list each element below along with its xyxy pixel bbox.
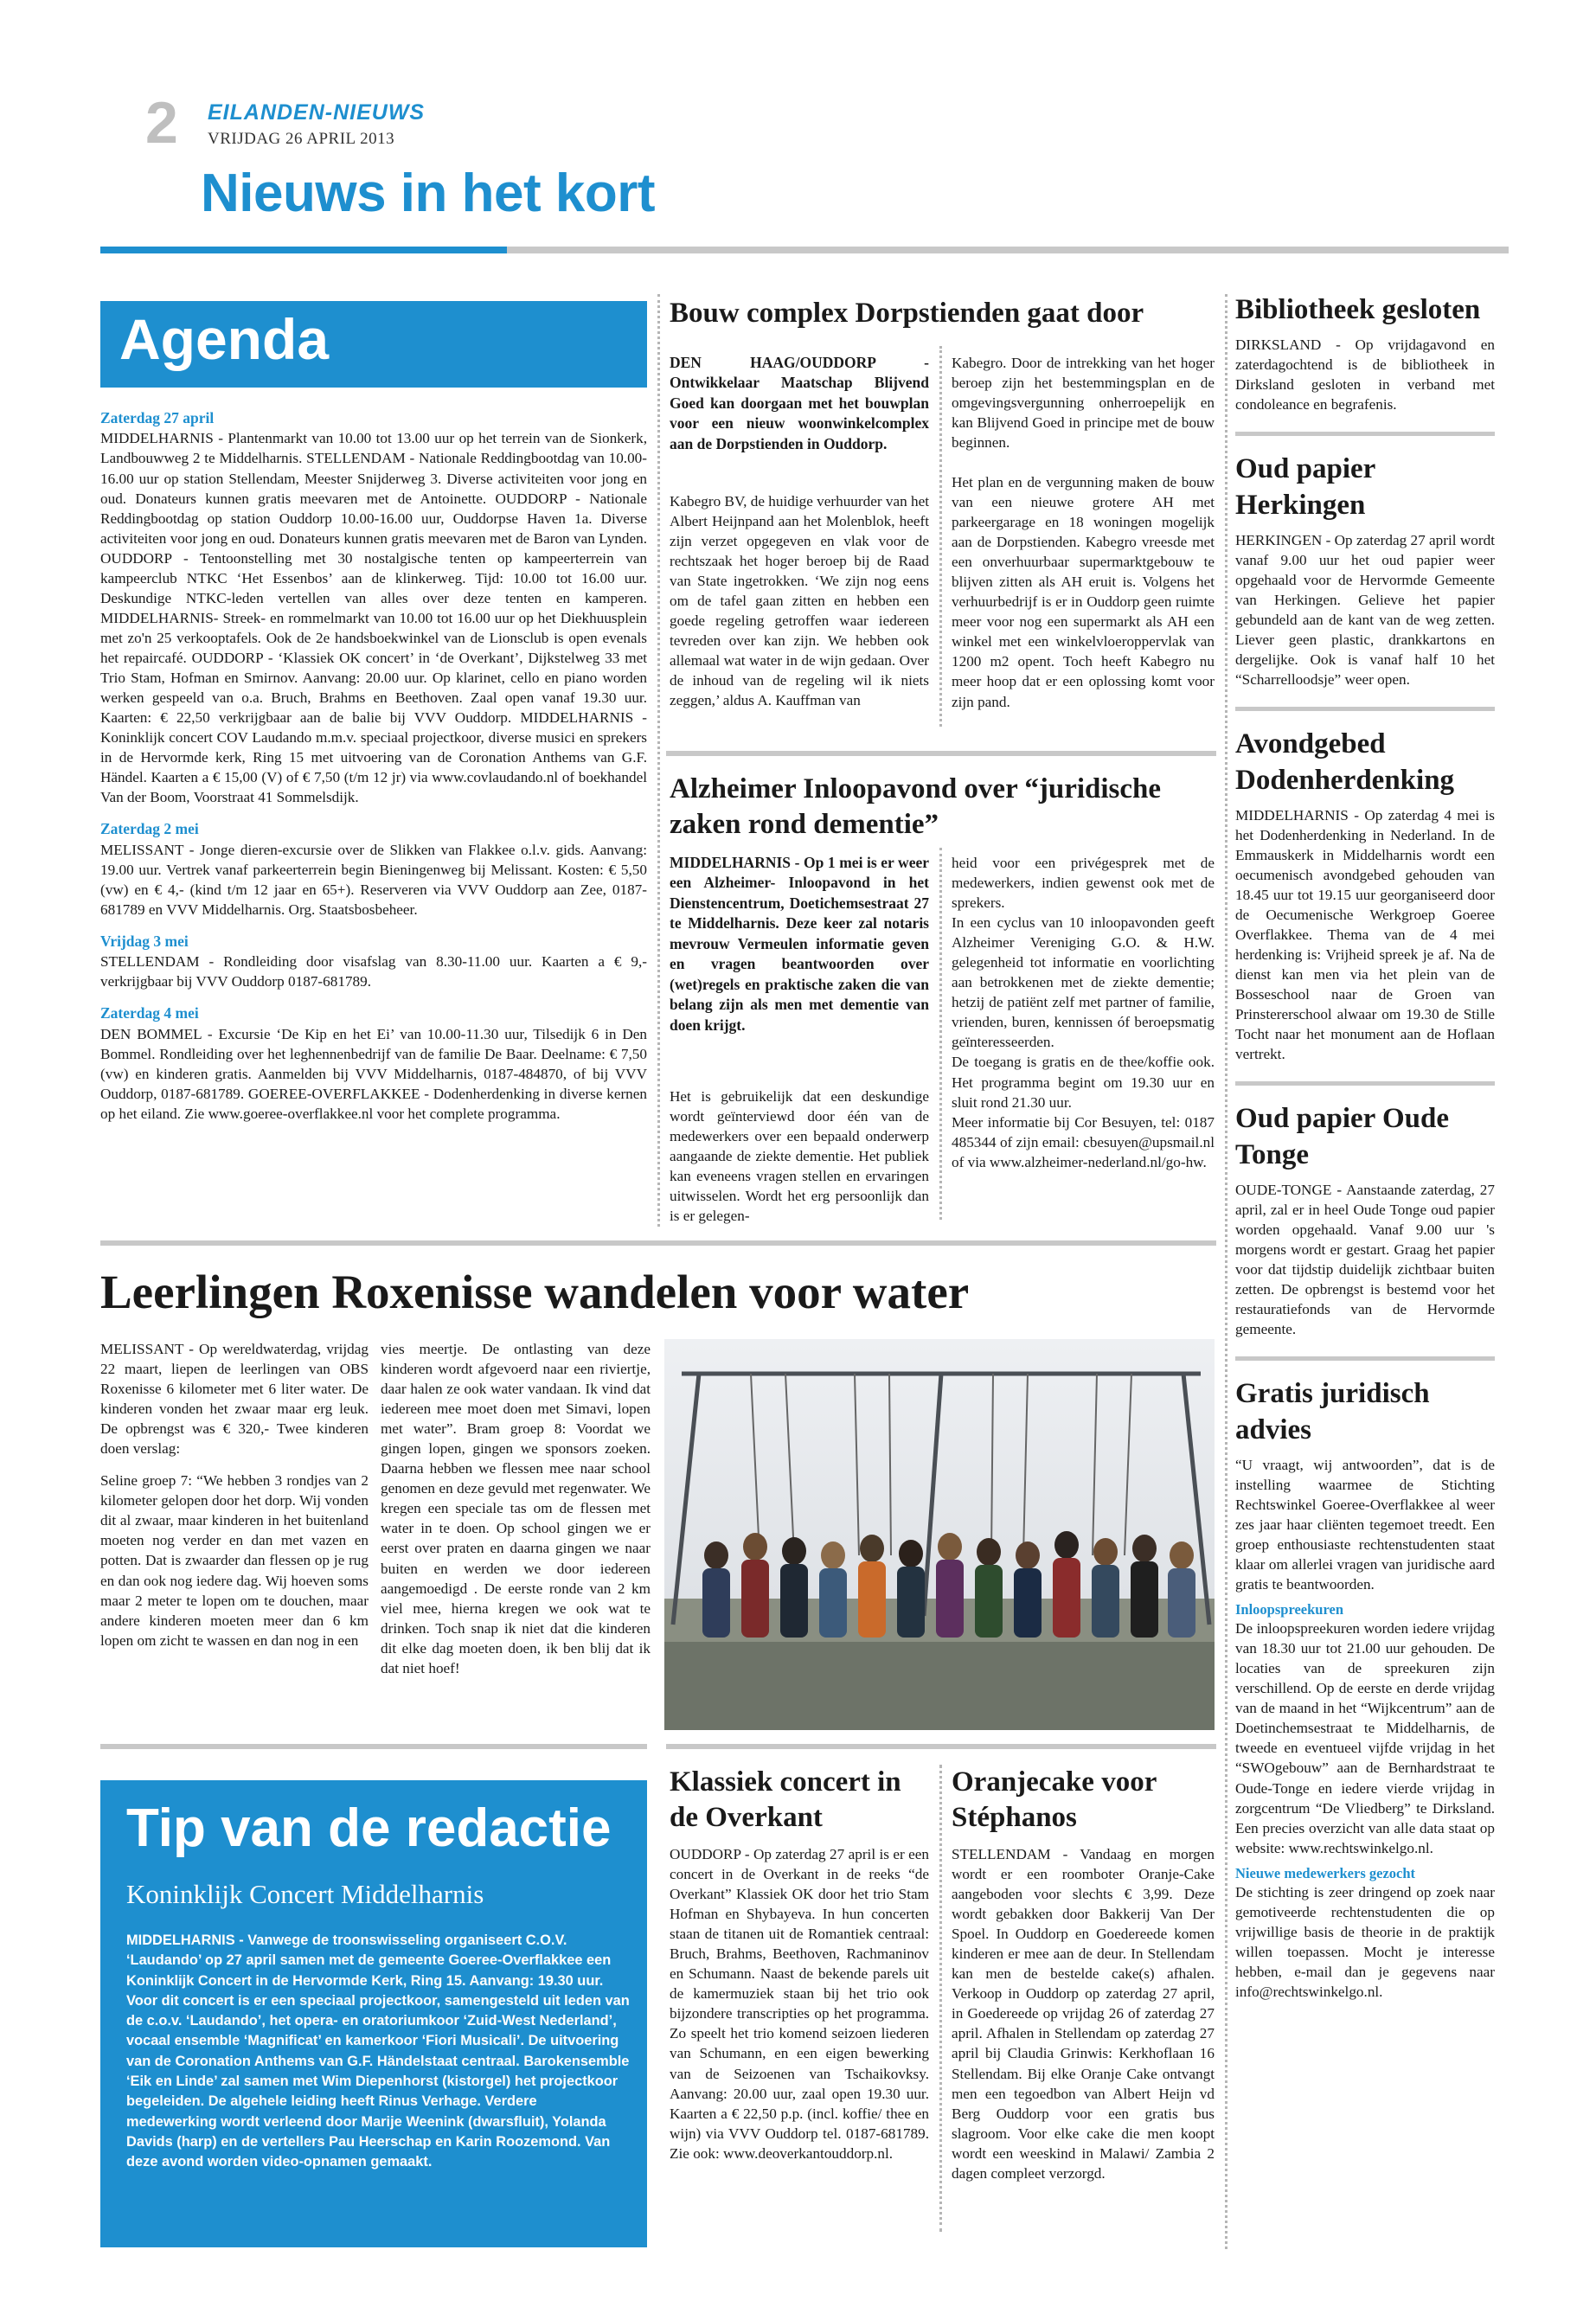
photo-illustration: [664, 1339, 1215, 1730]
sidebar-headline: Oud papier Herkingen: [1235, 453, 1375, 521]
section-rule: [666, 1744, 1216, 1749]
bouw-lead: DEN HAAG/OUDDORP - Ontwikkelaar Maatschap Blijvend Goed kan doorgaan met het bouwplan voor een nieuw woonwinkelcomplex aan de Dorpstienden in Ouddorp.: [670, 354, 929, 452]
alzheimer-headline: Alzheimer Inloopavond over “juridische zaken rond dementie”: [670, 773, 1162, 841]
page-number: 2: [145, 90, 178, 156]
alzheimer-body-col2: [952, 853, 1215, 1172]
oranje-headline: Oranjecake voor Stéphanos: [952, 1766, 1157, 1834]
bouw-body-col2b: Het plan en de vergunning maken de bouw van een nieuwe grotere AH met parkeergarage en 18 woningen mogelijk aan de Dorpstienden. Kabegro vreesde met een onverhuurbaar supermarktgebouw te blijven zitten als AH eruit is. Volgens het verhuurbedrijf is er in Ouddorp geen ruimte meer voor nog een supermarkt als AH een winkel met een winkelvloeroppervlak van 1200 m2 opent. Toch heeft Kabegro nu meer hoop dat er een oplossing komt voor zijn pand.: [952, 474, 1215, 710]
agenda-day: [100, 1003, 647, 1124]
sidebar-subhead: Nieuwe medewerkers gezocht: [1235, 1864, 1416, 1881]
klassiek-headline: Klassiek concert in de Overkant: [670, 1766, 901, 1834]
roxenisse-headline: Leerlingen Roxenisse wandelen voor water: [100, 1266, 970, 1318]
bouw-body-col2a: Kabegro. Door de intrekking van het hoger beroep zijn het bestemmingsplan en de omgevingsvergunning onherroepelijk en kan Blijvend Goed in principe met de bouw beginnen.: [952, 355, 1215, 452]
sidebar-headline: Bibliotheek gesloten: [1235, 294, 1481, 325]
section-rule: [1235, 1081, 1495, 1086]
tip-subtitle: Koninklijk Concert Middelharnis: [126, 1879, 484, 1909]
section-rule: [1235, 1356, 1495, 1361]
bouw-headline: Bouw complex Dorpstienden gaat door: [670, 298, 1144, 329]
sidebar-headline: Avondgebed Dodenherdenking: [1235, 728, 1455, 796]
sidebar: [1235, 292, 1495, 2002]
tip-text: MIDDELHARNIS - Vanwege de troonswisseling organiseert C.O.V. ‘Laudando’ op 27 april samen met de gemeente Goeree-Overflakkee een Koninklijk Concert in de Hervormde Kerk, Ring 15. Aanvang: 19.30 uur. Voor dit concert is er een speciaal projectkoor, samengesteld uit leden van de c.o.v. ‘Laudando’, het opera- en oratoriumkoor ‘Zuid-West Nederland’, vocaal ensemble ‘Magnificat’ en kamerkoor ‘Fiori Musicali’. De uitvoering van de Coronation Anthems van G.F. Händelstaat centraal. Barokensemble ‘Eik en Linde’ zal samen met Wim Diepenhorst (kistorgel) het projectkoor begeleiden. De algehele leiding heeft Rinus Verhage. Verdere medewerking wordt verleend door Marije Weenink (dwarsfluit), Yolanda Davids (harp) en de vertellers Pau Heerschap en Karin Roozemond. Van deze avond worden video-opnamen gemaakt.: [126, 1932, 630, 2170]
agenda-text: DEN BOMMEL - Excursie ‘De Kip en het Ei’ van 10.00-11.30 uur, Tilsedijk 6 in Den Bommel. Rondleiding over het leghennenbedrijf van de familie De Baar. Deelname: € 7,50 (vw) en kinderen gratis. Aanmelden bij VVV Middelharnis, 0187-484870, of bij VVV Ouddorp, 0187-681789. GOEREE-OVERFLAKKEE - Dodenherdenking in diverse kernen op het eiland. Zie www.goeree-overflakkee.nl voor het complete programma.: [100, 1025, 647, 1123]
alzheimer-p3: De toegang is gratis en de thee/koffie ook. Het programma begint om 19.30 uur en sluit rond 21.30 uur.: [952, 1054, 1215, 1111]
agenda-date: Zaterdag 27 april: [100, 409, 215, 426]
sidebar-headline: Oud papier Oude Tonge: [1235, 1103, 1449, 1170]
section-rule: [1235, 707, 1495, 711]
bouw-body-col1: Kabegro BV, de huidige verhuurder van het Albert Heijnpand aan het Molenblok, heeft zijn verzet opgegeven en vlak voor de rechtszaak het hoger beroep bij de Raad van State ingetrokken. ‘We zijn nog eens om de tafel gaan zitten en hebben een goede regeling getroffen waar iedereen tevreden over kan zijn. We hebben ook allemaal wat water in de wijn gedaan. Over de inhoud van de regeling wil ik niets zeggen,’ aldus A. Kauffman van: [670, 493, 929, 709]
header-rule-accent: [100, 247, 507, 253]
column-divider: [939, 1765, 942, 2232]
sidebar-text: “U vraagt, wij antwoorden”, dat is de instelling waarmee de Stichting Rechtswinkel Goeree-Overflakkee al weer zes jaar haar cliënten tegemoet treedt. Een groep enthousiaste rechtenstudenten staat klaar om allerlei vragen van juridische aard gratis te beantwoorden.: [1235, 1456, 1495, 1593]
agenda-list: [100, 408, 647, 1124]
sidebar-text: De inloopspreekuren worden iedere vrijdag van 18.30 uur tot 21.00 uur gehouden. De locaties van de spreekuren zijn verschillend. Op de eerste en derde vrijdag van de maand in het “Wijkcentrum” aan de Doetinchemsestraat te Middelharnis, de tweede en eventueel vijfde vrijdag in het “SWOgebouw” aan de Bernhardstraat te Oude-Tonge en iedere vierde vrijdag in zorgcentrum “De Vliedberg” te Dirksland. Een precies overzicht van alle data staat op website: www.rechtswinkelgo.nl.: [1235, 1620, 1495, 1856]
agenda-date: Zaterdag 4 mei: [100, 1004, 199, 1022]
section-rule: [666, 751, 1216, 756]
roxenisse-body-col1: [100, 1339, 369, 1650]
agenda-day: [100, 932, 647, 992]
sidebar-text: OUDE-TONGE - Aanstaande zaterdag, 27 april, zal er in heel Oude Tonge oud papier worden opgehaald. Vanaf 9.00 uur 's morgens wordt er gestart. Graag het papier voor dat tijdstip duidelijk zichtbaar buiten zetten. De opbrengst is bestemd voor het restauratiefonds van de Hervormde gemeente.: [1235, 1181, 1495, 1338]
header-rule: [507, 247, 1509, 253]
agenda-day: [100, 819, 647, 920]
alzheimer-p4: Meer informatie bij Cor Besuyen, tel: 0187 485344 of zijn email: cbesuyen@upsmail.nl of via www.alzheimer-nederland.nl/go-hw.: [952, 1113, 1215, 1170]
section-rule: [100, 1240, 1216, 1246]
section-rule: [1235, 432, 1495, 436]
sidebar-text: MIDDELHARNIS - Op zaterdag 4 mei is het Dodenherdenking in Nederland. In de Emmauskerk in Middelharnis wordt een oecumenisch avondgebed gehouden van 18.45 uur tot 19.15 uur georganiseerd door de Oecumenische Werkgroep Goeree Overflakkee. Thema van de 4 mei herdenking is: Vrijheid spreek je af. Na de dienst kan men via het plein van de Bosseschool naar de Groen van Prinstererschool alwaar om 19.30 de Stille Tocht naar het monument aan de Hoflaan vertrekt.: [1235, 806, 1495, 1063]
sidebar-text: De stichting is zeer dringend op zoek naar gemotiveerde rechtenstudenten die op vrijwillige basis de theorie in de praktijk willen toepassen. Mocht je interesse hebben, e-mail dan je gegevens naar info@rechtswinkelgo.nl.: [1235, 1883, 1495, 2000]
column-divider: [939, 848, 942, 1220]
oranje-text: STELLENDAM - Vandaag en morgen wordt er een roomboter Oranje-Cake aangeboden voor slechts € 3,99. Deze wordt gebakken door Bakkerij Van Der Spoel. In Ouddorp en Goedereede komen kinderen er mee aan de deur. In Stellendam kan men de bestelde cake(s) afhalen. Verkoop in Ouddorp op zaterdag 27 april, in Goedereede op vrijdag 26 of zaterdag 27 april. Afhalen in Stellendam op zaterdag 27 april bij Claudia Grinwis: Kerkhoflaan 16 Stellendam. Bij elke Oranje Cake ontvangt men een tegoedbon van Albert Heijn vd Berg Ouddorp voor een gratis bus slagroom. Voor elke cake die men koopt wordt een weeskind in Malawi/ Zambia 2 dagen compleet verzorgd.: [952, 1846, 1215, 2182]
column-divider: [939, 346, 942, 727]
alzheimer-p2: In een cyclus van 10 inloopavonden geeft Alzheimer Vereniging G.O. & H.W. gelegenheid tot informatie en voorlichting aan betrokkenen met de ziekte dementie; hetzij de patiënt zelf met partner of familie, vrienden, buren, kennissen óf beroepsmatig geïnteresseerden.: [952, 914, 1215, 1051]
alzheimer-body-col1: Het is gebruikelijk dat een deskundige wordt geïnterviewd door één van de medewerkers over een bepaald onderwerp aangaande de ziekte dementie. Het publiek kan eveneens vragen stellen en ervaringen uitwisselen. Wordt het erg persoonlijk dan is er gelegen-: [670, 1088, 929, 1225]
section-title: Nieuws in het kort: [201, 163, 655, 223]
column-divider: [1225, 294, 1227, 2249]
agenda-text: MELISSANT - Jonge dieren-excursie over de Slikken van Flakkee o.l.v. gids. Aanvang: 19.00 uur. Vertrek vanaf parkeerterrein begin Bieningenweg bij Melissant. Kosten: € 5,50 (vw) en € 4,- (kind t/m 12 jaar en 65+). Reserveren via VVV Ouddorp aan Zee, 0187-681789 en VVV Middelharnis. Org. Staatsbosbeheer.: [100, 841, 647, 918]
roxenisse-body-col2: vies meertje. De ontlasting van deze kinderen wordt afgevoerd naar een riviertje, daar halen ze ook water vandaan. Ik vind dat iedereen mee moet doen met Simavi, lopen met water”. Bram groep 8: Voordat we gingen lopen, gingen we sponsors zoeken. Daarna hebben we flessen mee naar school genomen en deze gevuld met regenwater. We kregen een speciale tas om de flessen met water in te doen. Op school gingen we er eerst over praten en daarna gingen we naar buiten en werden we door iedereen aangemoedigd . De eerste ronde van 2 km viel mee, hierna kregen we ook wat te drinken. Toch snap ik niet dat die kinderen dit elke dag moeten doen, ik ben blij dat ik dat niet hoef!: [381, 1341, 651, 1676]
column-divider: [657, 294, 660, 1227]
tip-title: Tip van de redactie: [126, 1798, 612, 1858]
roxenisse-p1: MELISSANT - Op wereldwaterdag, vrijdag 22 maart, liepen de leerlingen van OBS Roxenisse 6 kilometer met 6 liter water. De kinderen vonden het zwaar maar erg leuk. De opbrengst was € 320,- Twee kinderen doen verslag:: [100, 1341, 369, 1458]
agenda-title: Agenda: [119, 307, 330, 371]
agenda-text: MIDDELHARNIS - Plantenmarkt van 10.00 tot 13.00 uur op het terrein van de Sionkerk, Landbouwweg 2 te Middelharnis. STELLENDAM - Nationale Reddingbootdag van 10.00-16.00 uur op station Stellendam, Meester Snijderweg 3. Diverse activiteiten voor jong en oud. Donateurs kunnen gratis meevaren met de Antoinette. OUDDORP - Nationale Reddingbootdag op station Ouddorp 10.00-16.00 uur, Ouddorpse Haven 1a. Diverse activiteiten voor jong en oud. Donateurs kunnen gratis meevaren met de Baron van Lynden. OUDDORP - Tentoonstelling met 30 nostalgische tenten op kampeerterrein van kampeerclub NTKC ‘Het Essenbos’ aan de klinkerweg. Tijd: 10.00 tot 16.00 uur. Deskundige NTKC-leden vertellen van alles over deze tenten en kamperen. MIDDELHARNIS- Streek- en rommelmarkt van 10.00 tot 16.00 uur op het Diekhuusplein met zo'n 25 verkooptafels. Ook de 2e handsboekwinkel van de Lionsclub is open evenals het repaircafé. OUDDORP - ‘Klassiek OK concert’ in ‘de Overkant’, Dijkstelweg 33 met Trio Stam, Hofman en Smirnov. Aanvang: 20.00 uur. Op klarinet, cello en piano worden werken gespeeld van o.a. Bruch, Brahms en Beethoven. Zaal open vanaf 19.30 uur. Kaarten: € 22,50 verkrijgbaar aan de balie bij VVV Ouddorp. MIDDELHARNIS - Koninklijk concert COV Laudando m.m.v. speciaal projectkoor, diverse musici en sprekers in de Hervormde kerk, Ring 15 met uitvoering van de Coronation Anthems van G.F. Händel. Kaarten a € 15,00 (V) of € 7,50 (t/m 12 jr) via www.covlaudando.nl of boekhandel Van der Boom, Voorstraat 41 Sommelsdijk.: [100, 430, 647, 806]
klassiek-text: OUDDORP - Op zaterdag 27 april is er een concert in de Overkant in de reeks “de Overkant” Klassiek OK door het trio Stam Hofman en Shybayeva. In hun concerten staan de titanen uit de Romantiek centraal: Bruch, Brahms, Beethoven, Rachmaninov en Schumann. Naast de bekende parels uit de kamermuziek staan bij het trio ook bijzondere transcripties op het programma. Zo speelt het trio komend seizoen liederen van Schumann, en een eigen bewerking van de Seizoenen van Tschaikovksy. Aanvang: 20.00 uur, zaal open 19.30 uur. Kaarten a € 22,50 p.p. (incl. koffie/ thee en wijn) via VVV Ouddorp tel. 0187-681789. Zie ook: www.deoverkantouddorp.nl.: [670, 1846, 929, 2162]
alzheimer-lead: MIDDELHARNIS - Op 1 mei is er weer een Alzheimer- Inloopavond in het Dienstencentrum, Doetichemsestraat 27 te Middelharnis. Deze keer zal notaris mevrouw Vermeulen informatie geven en vragen beantwoorden over (wet)regels en praktische zaken die van belang zijn als men met dementie van doen krijgt.: [670, 854, 929, 1034]
agenda-text: STELLENDAM - Rondleiding door visafslag van 8.30-11.00 uur. Kaarten a € 9,- verkrijgbaar bij VVV Ouddorp 0187-681789.: [100, 953, 647, 990]
agenda-date: Vrijdag 3 mei: [100, 932, 189, 950]
issue-date: VRIJDAG 26 APRIL 2013: [208, 130, 395, 148]
alzheimer-p1: heid voor een privégesprek met de medewerkers, indien gewenst ook met de sprekers.: [952, 855, 1215, 912]
roxenisse-p2: Seline groep 7: “We hebben 3 rondjes van 2 kilometer gelopen door het dorp. Wij vonden dit al zwaar, maar kinderen in het buitenland moeten nog verder en dan met vazen en potten. Dat is zwaarder dan flessen op je rug en dan ook nog iedere dag. Wij hoeven soms maar 2 meter te lopen om te douchen, maar andere kinderen moeten meer dan 6 km lopen om zicht te wassen en dan nog in een: [100, 1472, 369, 1649]
school-children-photo: [664, 1339, 1215, 1730]
sidebar-headline: Gratis juridisch advies: [1235, 1378, 1430, 1445]
sidebar-text: DIRKSLAND - Op vrijdagavond en zaterdagochtend is de bibliotheek in Dirksland gesloten in verband met condoleance en begrafenis.: [1235, 336, 1495, 413]
brand-logo: EILANDEN-NIEUWS: [208, 100, 426, 125]
agenda-date: Zaterdag 2 mei: [100, 820, 199, 838]
sidebar-text: HERKINGEN - Op zaterdag 27 april wordt vanaf 9.00 uur het oud papier weer opgehaald voor de Hervormde Gemeente van Herkingen. Gelieve het papier gebundeld aan de kant van de weg zetten. Liever geen plastic, drankkartons en dergelijke. Ook is vanaf half 10 het “Scharrelloodsje” weer open.: [1235, 531, 1495, 689]
agenda-day: [100, 408, 647, 807]
sidebar-subhead: Inloopspreekuren: [1235, 1601, 1344, 1618]
section-rule: [100, 1744, 647, 1749]
